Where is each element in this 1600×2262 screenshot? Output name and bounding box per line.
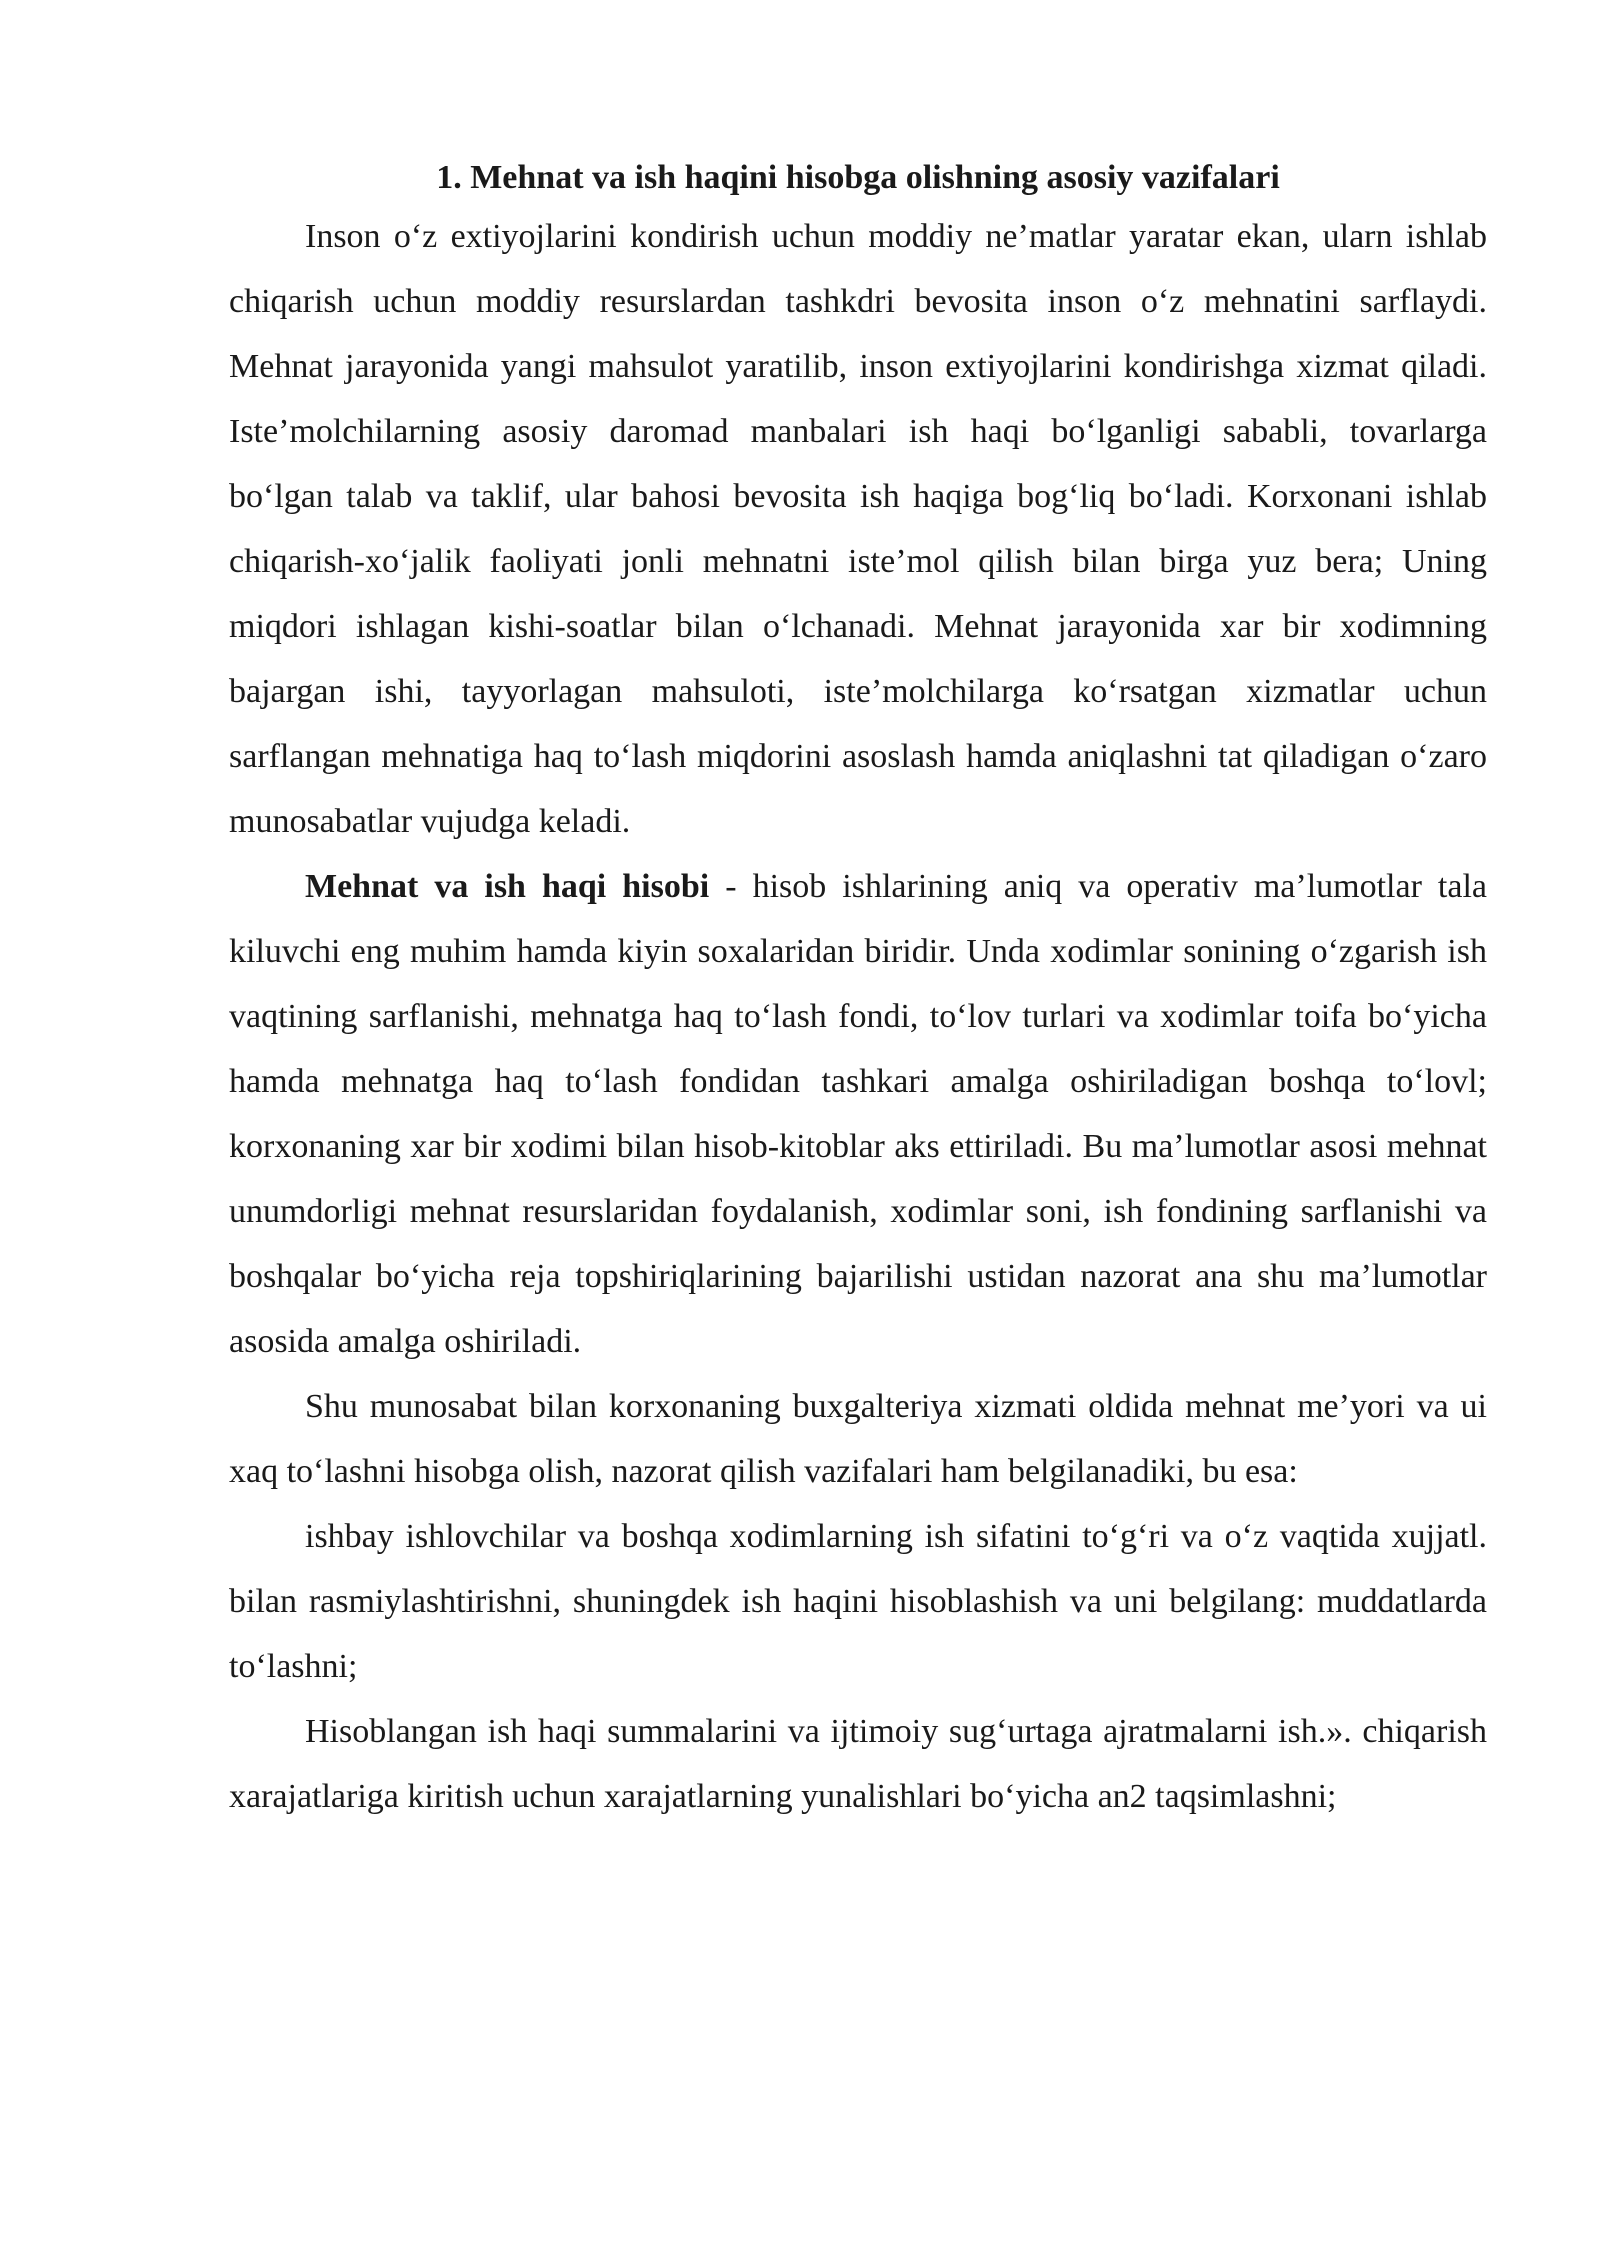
paragraph-text: Hisoblangan ish haqi summalarini va ijtimoiy sug‘urtaga ajratmalarni ish.». chiqarish xarajatlariga kiritish uchun xarajatlarning yunalishlari bo‘yicha an2 taqsimlashni; [229, 1713, 1487, 1815]
paragraph-text: - hisob ishlarining aniq va operativ ma’lumotlar tala kiluvchi eng muhim hamda kiyin soxalaridan biridir. Unda xodimlar sonining o‘zgarish ish vaqtining sarflanishi, mehnatga haq to‘lash fondi, to‘lov turlari va xodimlar toifa bo‘yicha hamda mehnatga haq to‘lash fondidan tashkari amalga oshiriladigan boshqa to‘lovl; korxonaning xar bir xodimi bilan hisob-kitoblar aks ettiriladi. Bu ma’lumotlar asosi mehnat unumdorligi mehnat resurslaridan foydalanish, xodimlar soni, ish fondining sarflanishi va boshqalar bo‘yicha reja topshiriqlarining bajarilishi ustidan nazorat ana shu ma’lumotlar asosida amalga oshiriladi. [229, 868, 1487, 1360]
paragraph-3 [229, 1374, 1487, 1504]
paragraph-text: ishbay ishlovchilar va boshqa xodimlarning ish sifatini to‘g‘ri va o‘z vaqtida xujjatl. bilan rasmiylashtirishni, shuningdek ish haqini hisoblashish va uni belgilang: muddatlarda to‘lashni; [229, 1518, 1487, 1685]
paragraph-5 [229, 1699, 1487, 1829]
paragraph-1 [229, 204, 1487, 854]
document-body [229, 150, 1487, 1829]
paragraph-4 [229, 1504, 1487, 1699]
section-heading: 1. Mehnat va ish haqini hisobga olishning asosiy vazifalari [436, 159, 1280, 196]
paragraph-text: Shu munosabat bilan korxonaning buxgalteriya xizmati oldida mehnat me’yori va ui xaq to‘lashni hisobga olish, nazorat qilish vazifalari ham belgilanadiki, bu esa: [229, 1388, 1487, 1490]
paragraph-text: Inson o‘z extiyojlarini kondirish uchun moddiy ne’matlar yaratar ekan, ularn ishlab chiqarish uchun moddiy resurslardan tashkdri bevosita inson o‘z mehnatini sarflaydi. Mehnat jarayonida yangi mahsulot yaratilib, inson extiyojlarini kondirishga xizmat qiladi. Iste’molchilarning asosiy daromad manbalari ish haqi bo‘lganligi sababli, tovarlarga bo‘lgan talab va taklif, ular bahosi bevosita ish haqiga bog‘liq bo‘ladi. Korxonani ishlab chiqarish-xo‘jalik faoliyati jonli mehnatni iste’mol qilish bilan birga yuz bera; Uning miqdori ishlagan kishi-soatlar bilan o‘lchanadi. Mehnat jarayonida xar bir xodimning bajargan ishi, tayyorlagan mahsuloti, iste’molchilarga ko‘rsatgan xizmatlar uchun sarflangan mehnatiga haq to‘lash miqdorini asoslash hamda aniqlashni tat qiladigan o‘zaro munosabatlar vujudga keladi. [229, 218, 1487, 840]
paragraph-2 [229, 854, 1487, 1374]
paragraph-bold-lead: Mehnat va ish haqi hisobi [305, 868, 710, 905]
